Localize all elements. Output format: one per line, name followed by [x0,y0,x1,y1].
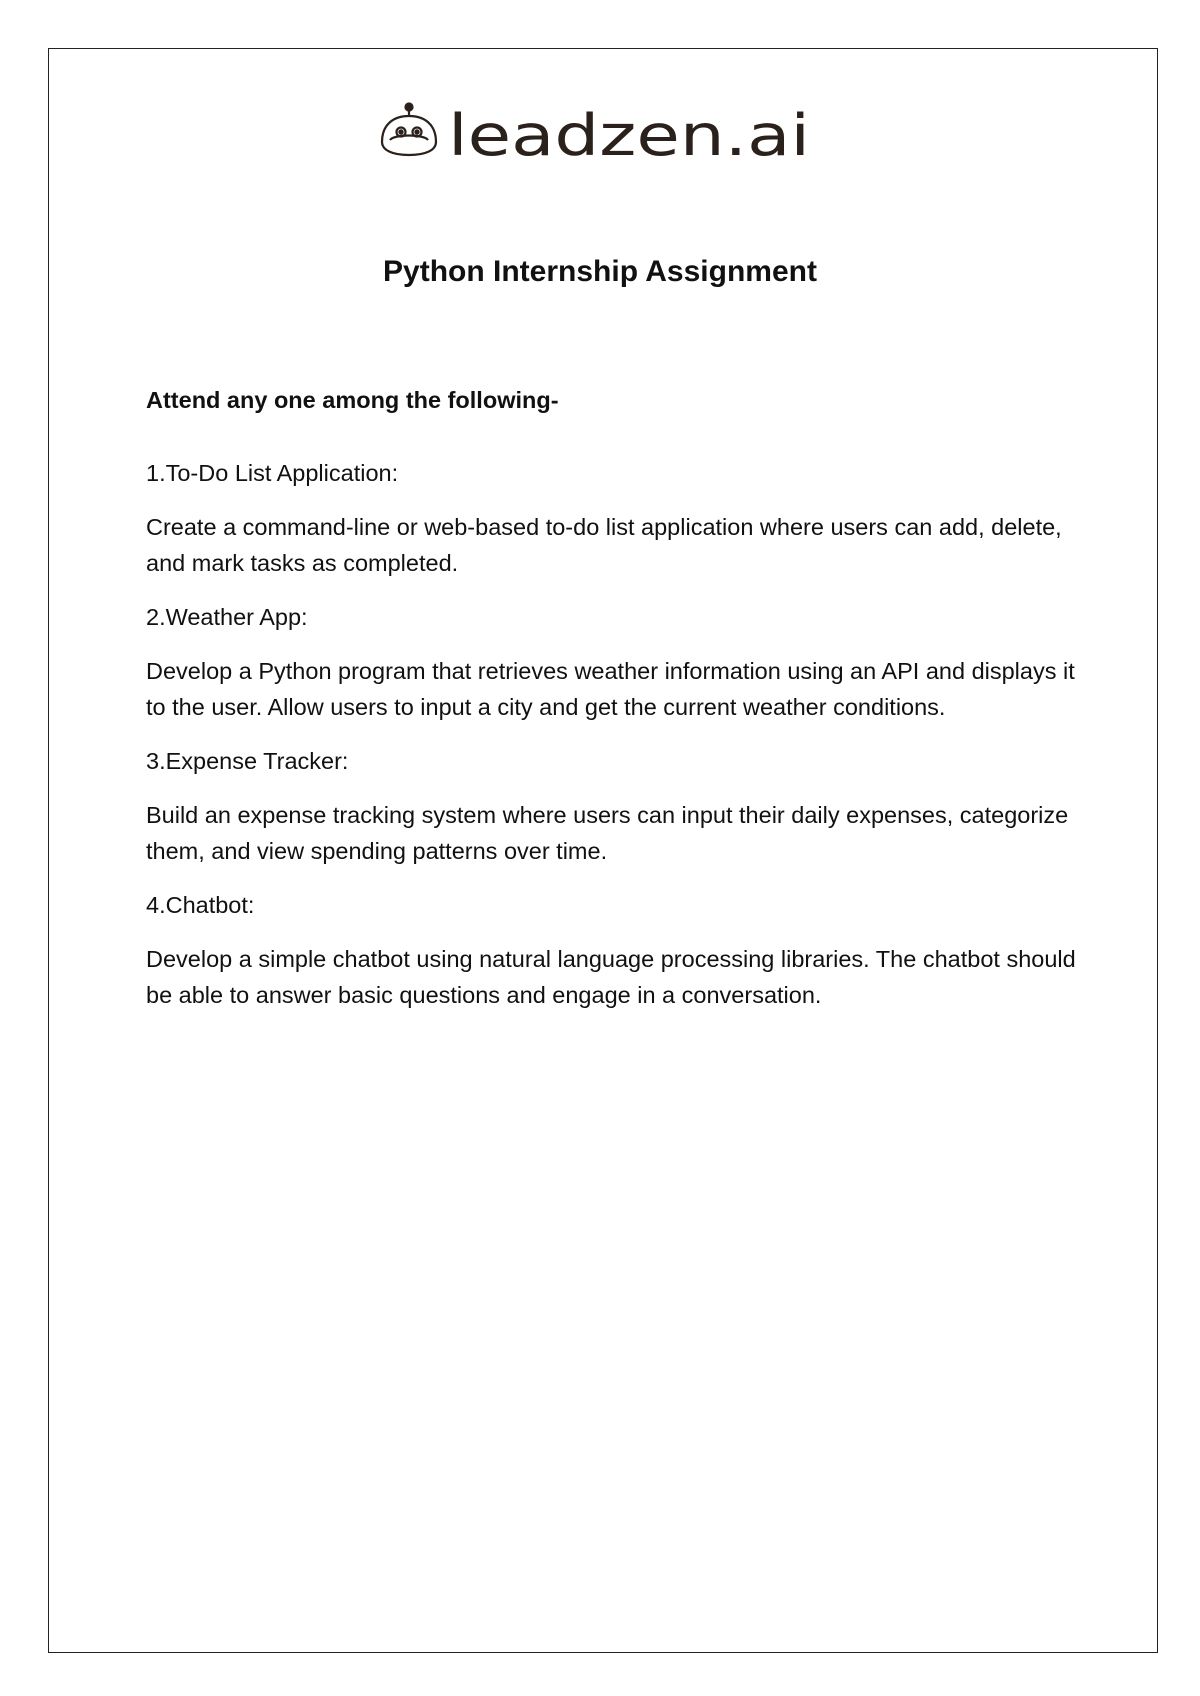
item-description: Develop a Python program that retrieves weather information using an API and displays it to the user. Allow users to input a city and get the current weather conditions. [146,658,1075,720]
item-description: Develop a simple chatbot using natural language processing libraries. The chatbot should be able to answer basic questions and engage in a conversation. [146,946,1076,1008]
list-item [146,743,1076,869]
intro-text: Attend any one among the following- [146,387,559,413]
item-description: Create a command-line or web-based to-do list application where users can add, delete, and mark tasks as completed. [146,514,1062,576]
item-title: 4.Chatbot: [146,892,255,918]
logo-text: leadzen.ai [448,103,810,169]
list-item [146,887,1076,1013]
list-item [146,599,1076,725]
item-title: 2.Weather App: [146,604,308,630]
logo [376,100,816,170]
item-title: 3.Expense Tracker: [146,748,349,774]
list-item [146,455,1076,581]
document-title: Python Internship Assignment [383,255,817,288]
item-description: Build an expense tracking system where users can input their daily expenses, categorize them, and view spending patterns over time. [146,802,1069,864]
robot-head-icon [382,104,436,156]
item-title: 1.To-Do List Application: [146,460,399,486]
assignment-content [146,382,1076,1031]
